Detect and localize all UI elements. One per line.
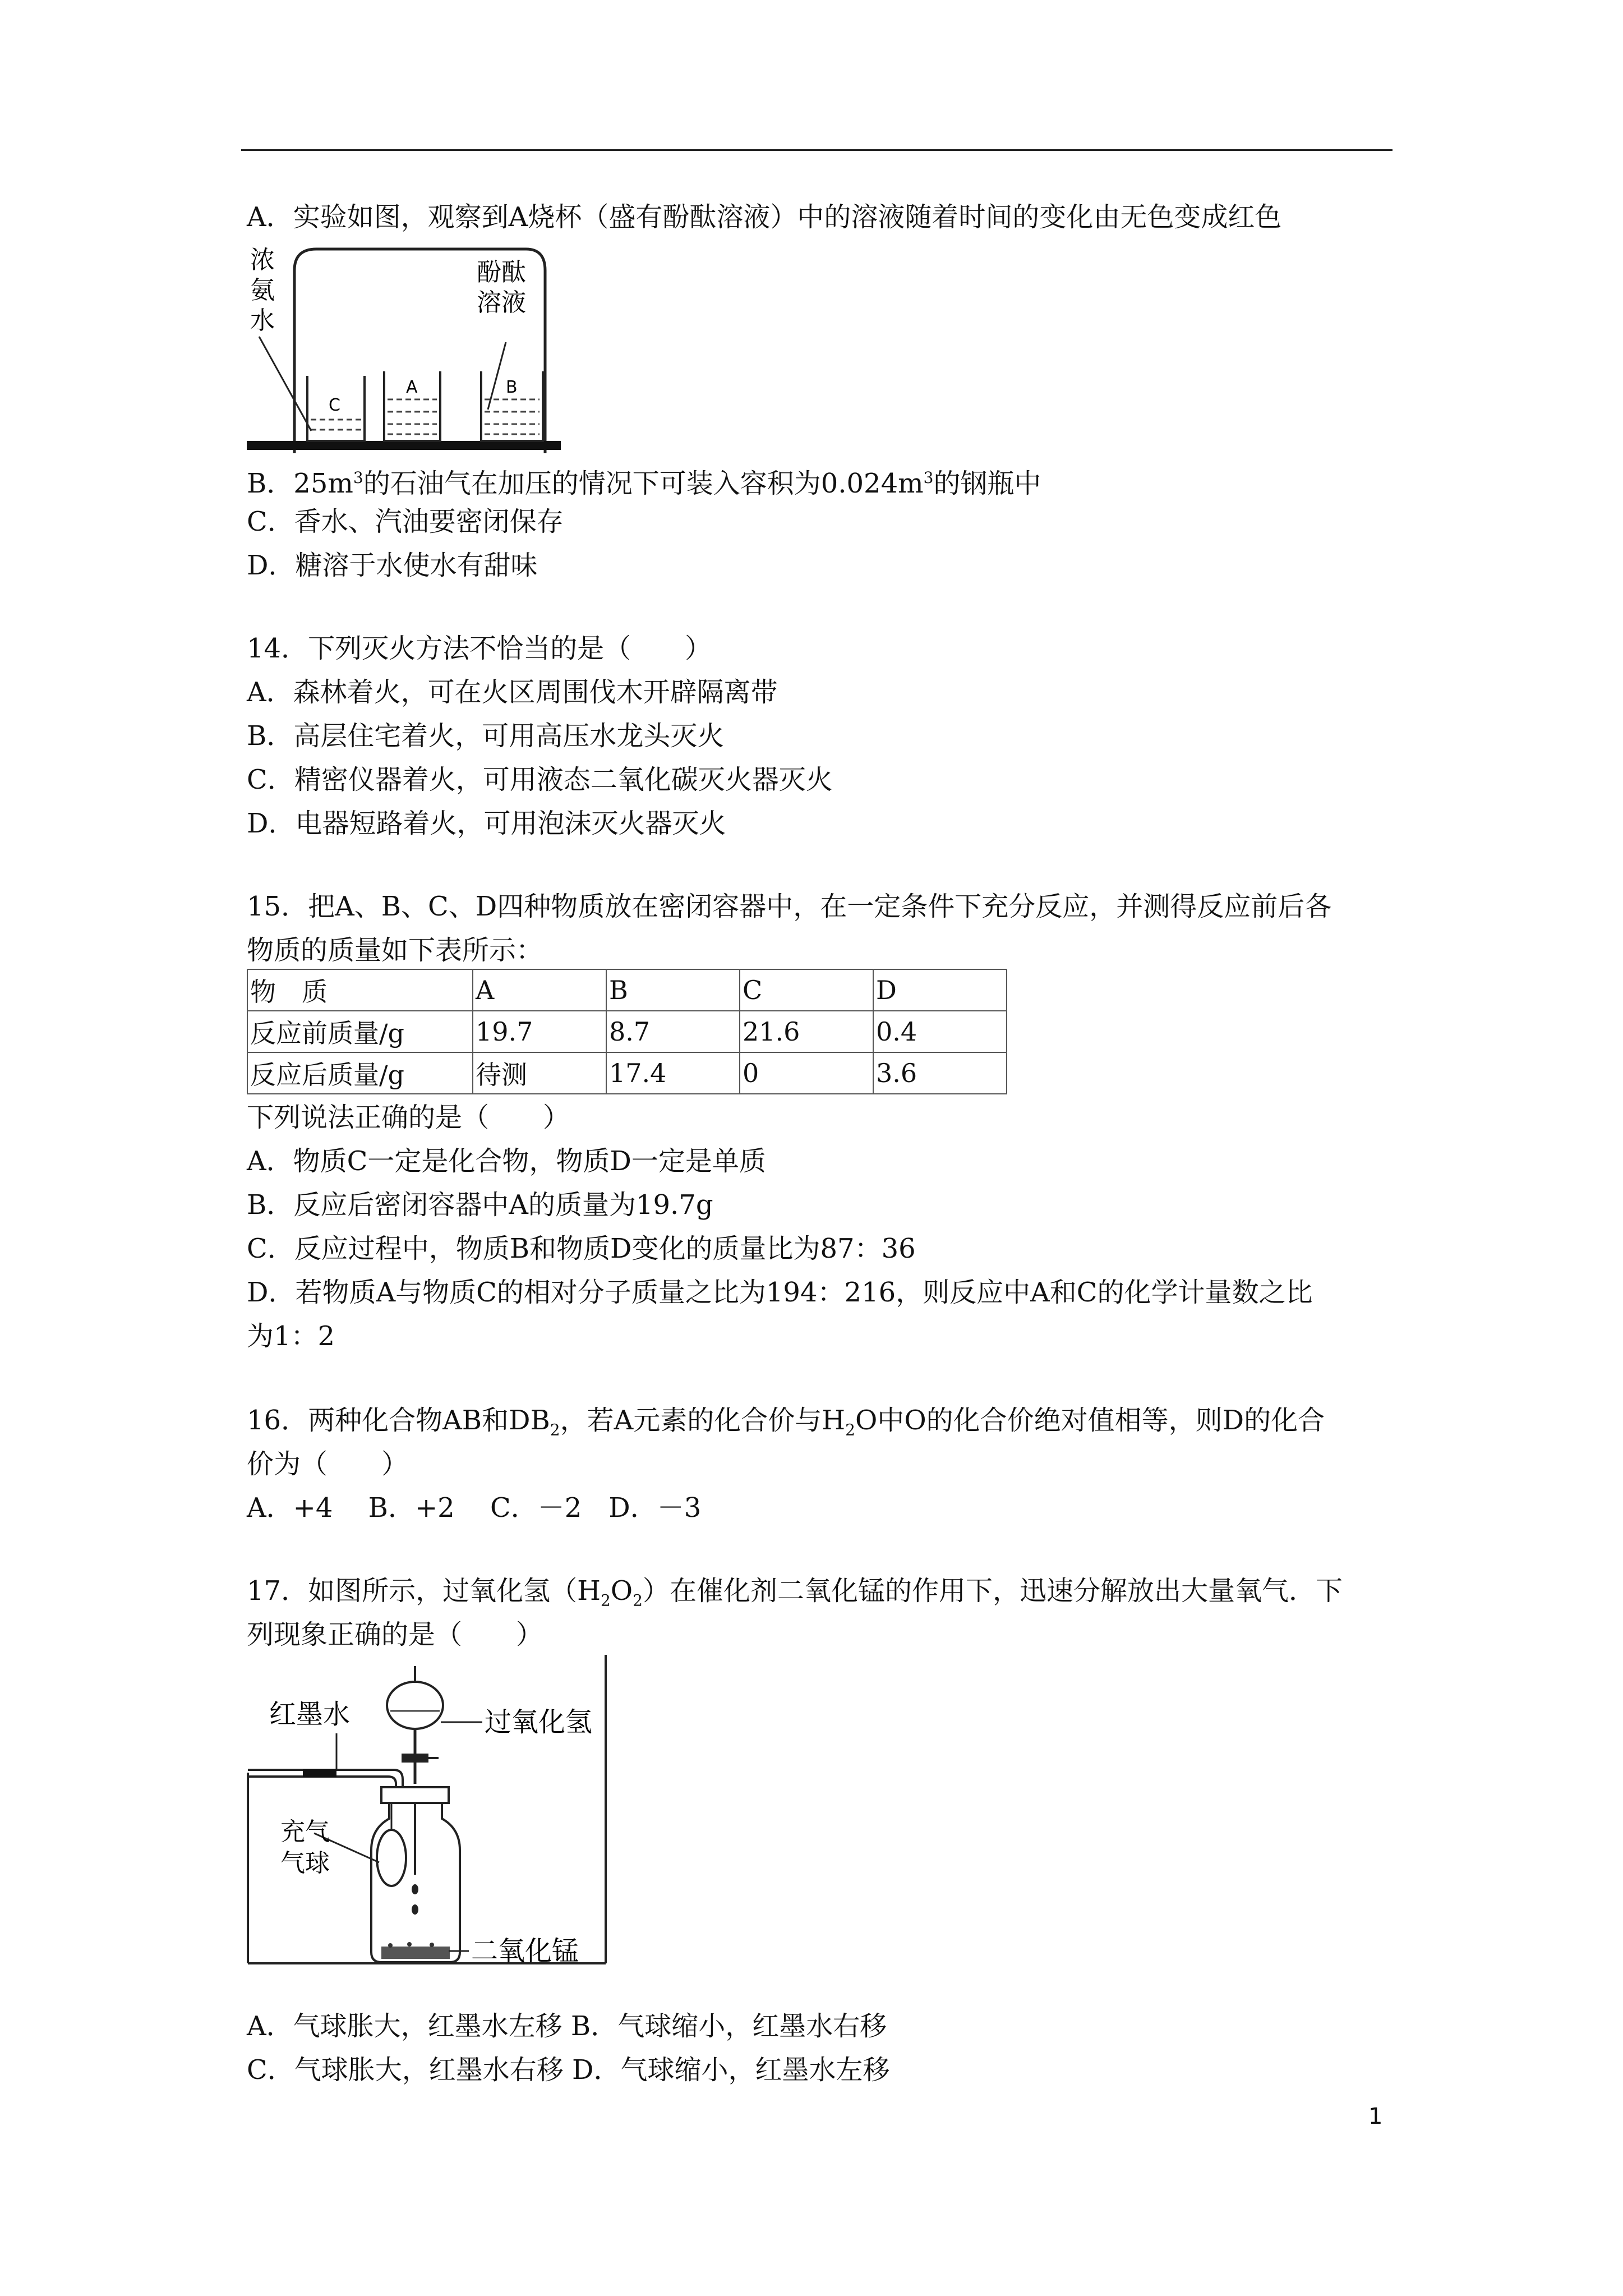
q15-option-d: D．若物质A与物质C的相对分子质量之比为194：216，则反应中A和C的化学计量数之比 [247, 1277, 1313, 1308]
beaker-b-label: B [506, 378, 518, 397]
q13-option-b: B．$25m^3$的石油气在加压的情况下可装入容积为$0.024m^3$的钢瓶中 [247, 468, 1041, 499]
phenolphthalein-label: 溶液 [477, 288, 526, 317]
table-header-cell: B [606, 969, 740, 1011]
q16-stem: 16．两种化合物AB和$DB_2$，若A元素的化合价与$H_2O$中O的化合价绝对值相等，则D的化合 [247, 1405, 1325, 1439]
q15-question: 下列说法正确的是（ ） [247, 1102, 570, 1133]
q14-option-c: C．精密仪器着火，可用液态二氧化碳灭火器灭火 [247, 764, 833, 795]
table-cell: 待测 [473, 1052, 606, 1094]
table-row [247, 1011, 1007, 1052]
q15-option-a: A．物质C一定是化合物，物质D一定是单质 [247, 1145, 766, 1177]
page-number: 1 [1368, 2104, 1383, 2129]
q16-stem: 价为（ ） [247, 1448, 409, 1480]
q16-options: A．+4 B．+2 C．－2 D．－3 [247, 1492, 702, 1524]
q17-options-ab: A．气球胀大，红墨水左移 B．气球缩小，红墨水右移 [247, 2010, 887, 2042]
phenolphthalein-label: 酚酞 [477, 258, 526, 287]
q15-option-c: C．反应过程中，物质B和物质D变化的质量比为87：36 [247, 1233, 916, 1264]
table-header-cell: C [740, 969, 873, 1011]
ammonia-label: 浓 [250, 246, 275, 274]
table-row [247, 1052, 1007, 1094]
q17-options-cd: C．气球胀大，红墨水右移 D．气球缩小，红墨水左移 [247, 2054, 890, 2086]
table-cell: 反应前质量/g [247, 1011, 473, 1052]
table-cell: 0 [740, 1052, 873, 1094]
table-cell: 8.7 [606, 1011, 740, 1052]
table-header-row [247, 969, 1007, 1011]
q15-stem: 15．把A、B、C、D四种物质放在密闭容器中，在一定条件下充分反应，并测得反应前后各 [247, 891, 1332, 922]
beaker-a-label: A [406, 378, 418, 397]
red-ink-label: 红墨水 [269, 1699, 351, 1730]
balloon-label: 气球 [280, 1849, 330, 1878]
table-cell: 3.6 [873, 1052, 1007, 1094]
q15-option-d-cont: 为1：2 [247, 1320, 335, 1352]
mno2-label: 二氧化锰 [471, 1935, 579, 1967]
q13-option-d: D．糖溶于水使水有甜味 [247, 550, 538, 581]
table-header-cell: A [473, 969, 606, 1011]
q13-option-a: A．实验如图，观察到A烧杯（盛有酚酞溶液）中的溶液随着时间的变化由无色变成红色 [247, 201, 1282, 233]
header-rule [241, 149, 1393, 151]
table-cell: 21.6 [740, 1011, 873, 1052]
table-cell: 反应后质量/g [247, 1052, 473, 1094]
q13-option-c: C．香水、汽油要密闭保存 [247, 506, 564, 537]
table-cell: 0.4 [873, 1011, 1007, 1052]
q17-stem: 列现象正确的是（ ） [247, 1619, 543, 1650]
q14-option-a: A．森林着火，可在火区周围伐木开辟隔离带 [247, 677, 778, 708]
balloon-label: 充气 [280, 1818, 330, 1846]
peroxide-apparatus-figure [247, 1655, 611, 1969]
q17-stem: 17．如图所示，过氧化氢$(H_2O_2)$在催化剂二氧化锰的作用下，迅速分解放出大量氧气．下 [247, 1575, 1343, 1610]
q14-option-d: D．电器短路着火，可用泡沫灭火器灭火 [247, 808, 726, 839]
diffusion-experiment-figure [247, 241, 561, 454]
q14-option-b: B．高层住宅着火，可用高压水龙头灭火 [247, 720, 725, 752]
ammonia-label: 氨 [250, 276, 275, 305]
q15-stem: 物质的质量如下表所示： [247, 935, 543, 966]
q14-stem: 14．下列灭火方法不恰当的是（ ） [247, 633, 712, 664]
table-cell: 19.7 [473, 1011, 606, 1052]
mass-table [247, 969, 1007, 1094]
q15-option-b: B．反应后密闭容器中A的质量为19.7g [247, 1189, 713, 1221]
table-header-cell: 物 质 [247, 969, 473, 1011]
peroxide-label: 过氧化氢 [485, 1706, 593, 1738]
table-header-cell: D [873, 969, 1007, 1011]
beaker-c-label: C [329, 395, 340, 415]
ammonia-label: 水 [250, 306, 275, 335]
table-cell: 17.4 [606, 1052, 740, 1094]
